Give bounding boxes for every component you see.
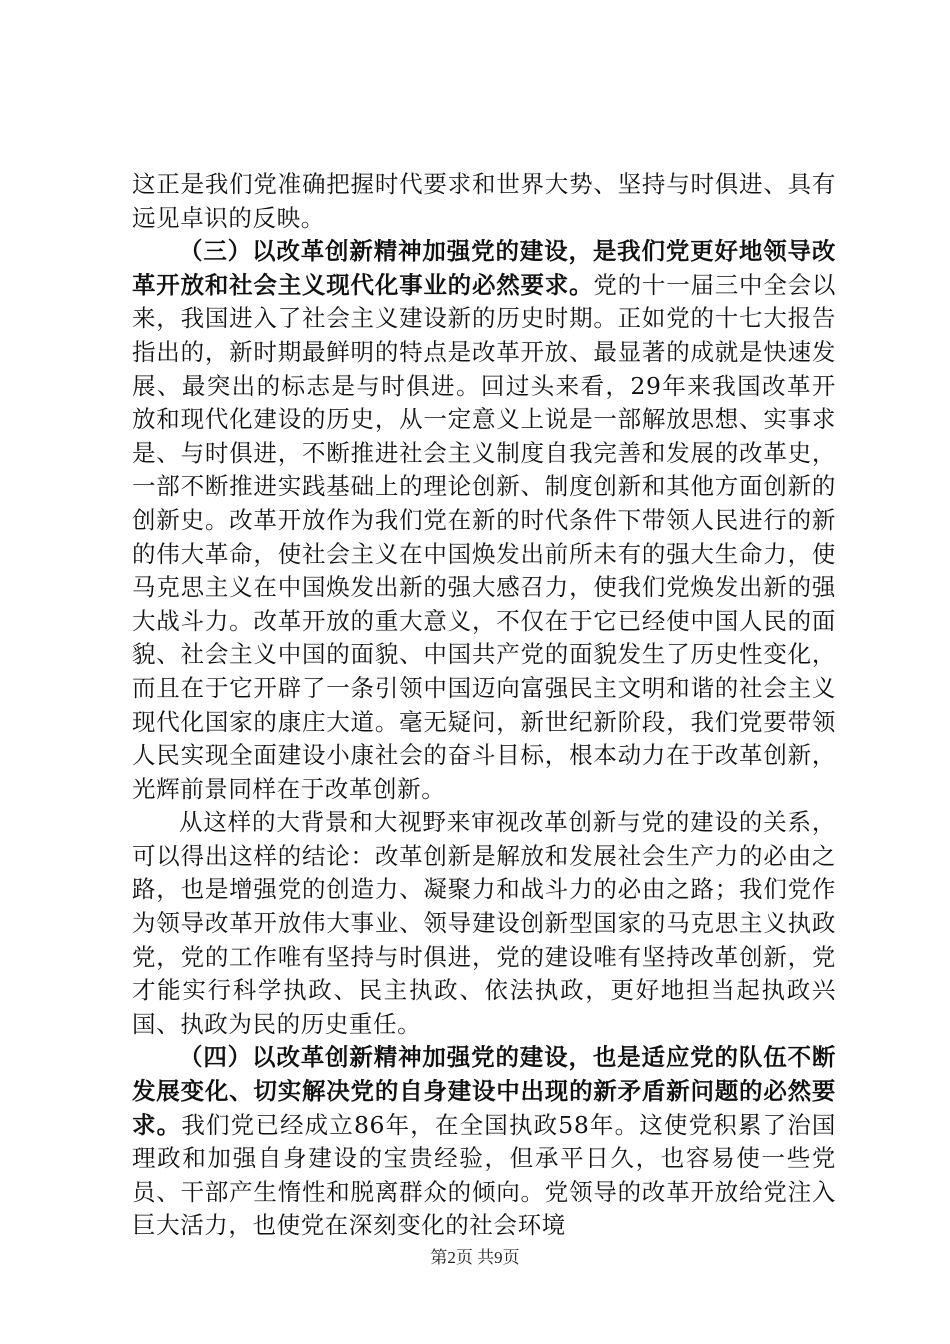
page-footer: 第2页 共9页	[430, 1248, 520, 1267]
paragraph-text: 我们党已经成立86年，在全国执政58年。这使党积累了治国理政和加强自身建设的宝贵经验，但承平日久，也容易使一些党员、干部产生惰性和脱离群众的倾向。党领导的改革开放给党注入巨大活力，也使党在深刻变化的社会环境	[132, 1110, 836, 1240]
paragraph-section-3	[132, 235, 836, 806]
section-3-heading: （三）以改革创新精神加强党的建设，是我们党更好地领导改革开放和社会主义现代化事业的必然要求。	[132, 237, 836, 299]
paragraph-text: 从这样的大背景和大视野来审视改革创新与党的建设的关系，可以得出这样的结论：改革创新是解放和发展社会生产力的必由之路，也是增强党的创造力、凝聚力和战斗力的必由之路；我们党作为领导改革开放伟大事业、领导建设创新型国家的马克思主义执政党，党的工作唯有坚持与时俱进，党的建设唯有坚持改革创新，党才能实行科学执政、民主执政、依法执政，更好地担当起执政兴国、执政为民的历史重任。	[132, 808, 836, 1038]
paragraph-text: 党的十一届三中全会以来，我国进入了社会主义建设新的历史时期。正如党的十七大报告指出的，新时期最鲜明的特点是改革开放、最显著的成就是快速发展、最突出的标志是与时俱进。回过头来看，29年来我国改革开放和现代化建设的历史，从一定意义上说是一部解放思想、实事求是、与时俱进，不断推进社会主义制度自我完善和发展的改革史，一部不断推进实践基础上的理论创新、制度创新和其他方面创新的创新史。改革开放作为我们党在新的时代条件下带领人民进行的新的伟大革命，使社会主义在中国焕发出前所未有的强大生命力，使马克思主义在中国焕发出新的强大感召力，使我们党焕发出新的强大战斗力。改革开放的重大意义，不仅在于它已经使中国人民的面貌、社会主义中国的面貌、中国共产党的面貌发生了历史性变化，而且在于它开辟了一条引领中国迈向富强民主文明和谐的社会主义现代化国家的康庄大道。毫无疑问，新世纪新阶段，我们党要带领人民实现全面建设小康社会的奋斗目标，根本动力在于改革创新，光辉前景同样在于改革创新。	[132, 270, 836, 803]
paragraph-conclusion	[132, 806, 836, 1041]
document-body	[132, 168, 836, 1243]
section-4-heading: （四）以改革创新精神加强党的建设，也是适应党的队伍不断发展变化、切实解决党的自身建设中出现的新矛盾新问题的必然要求。	[132, 1043, 836, 1139]
paragraph-text: 这正是我们党准确把握时代要求和世界大势、坚持与时俱进、具有远见卓识的反映。	[132, 170, 836, 232]
paragraph-continuation	[132, 168, 836, 235]
paragraph-section-4	[132, 1041, 836, 1243]
